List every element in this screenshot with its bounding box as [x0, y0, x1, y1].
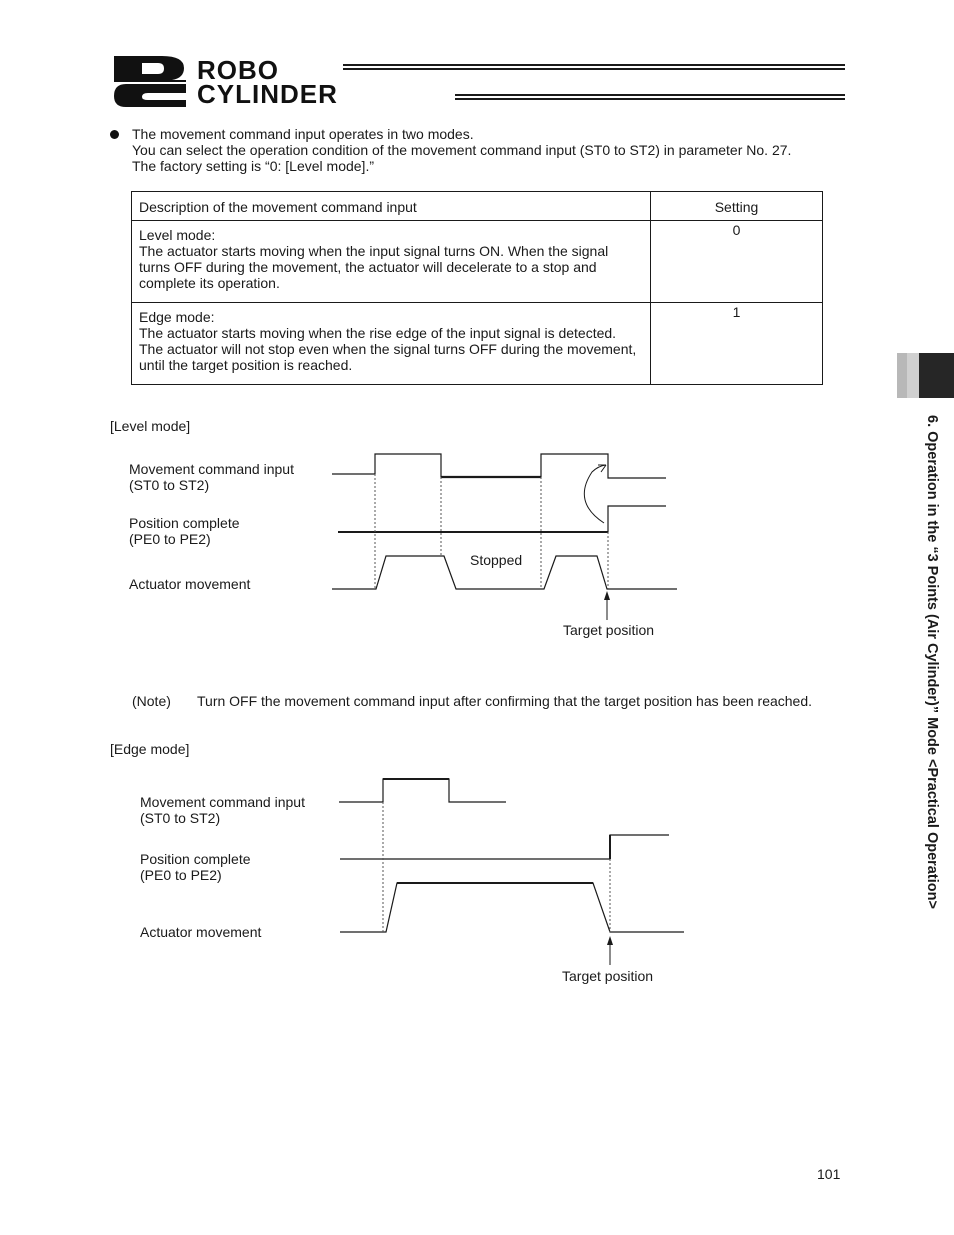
mode-description: The actuator starts moving when the rise edge of the input signal is detected. The actuator will not stop even when the signal turns OFF during the movement, until the target position is reached.	[139, 325, 637, 373]
level-stopped-label: Stopped	[470, 552, 523, 568]
edge-target-position-label: Target position	[562, 968, 654, 984]
edge-actuator-movement-trace	[340, 883, 684, 932]
table-cell-setting: 0	[651, 221, 823, 303]
level-position-complete-signal	[338, 506, 666, 532]
label-line: Movement command input	[140, 794, 305, 810]
table-cell-setting: 1	[651, 303, 823, 385]
edge-movement-command-label	[140, 794, 305, 826]
label-line: Position complete	[129, 515, 240, 531]
edge-position-complete-label	[140, 851, 251, 883]
label-line: (PE0 to PE2)	[129, 531, 211, 547]
level-curved-arrow	[584, 465, 606, 523]
note-label: (Note)	[132, 693, 171, 709]
table-header-setting: Setting	[651, 192, 823, 221]
edge-target-arrow-head	[607, 936, 613, 945]
logo-robo-text: ROBO	[197, 55, 279, 85]
level-movement-command-signal	[332, 454, 666, 478]
edge-mode-title: [Edge mode]	[110, 741, 190, 757]
intro-line-1: The movement command input operates in two modes.	[132, 126, 474, 142]
label-line: Position complete	[140, 851, 251, 867]
edge-movement-command-signal	[339, 779, 506, 802]
label-line: Movement command input	[129, 461, 294, 477]
logo-cylinder-text: CYLINDER	[197, 79, 338, 109]
level-mode-title: [Level mode]	[110, 418, 191, 434]
level-target-arrow-head	[604, 591, 610, 600]
page-number: 101	[817, 1166, 841, 1182]
mode-name: Level mode:	[139, 227, 216, 243]
label-line: (ST0 to ST2)	[140, 810, 221, 826]
edge-position-complete-signal	[340, 835, 669, 859]
level-actuator-movement-label: Actuator movement	[129, 576, 251, 592]
intro-line-3: The factory setting is “0: [Level mode].”	[132, 158, 374, 174]
note-text: Turn OFF the movement command input after confirming that the target position has been reached.	[197, 693, 813, 709]
edge-actuator-movement-label: Actuator movement	[140, 924, 262, 940]
chapter-side-title: 6. Operation in the “3 Points (Air Cylinder)” Mode <Practical Operation>	[924, 415, 940, 909]
chapter-tab-dark	[919, 353, 954, 398]
table-header-description: Description of the movement command input	[132, 192, 651, 221]
mode-description: The actuator starts moving when the input signal turns ON. When the signal turns OFF during the movement, the actuator will decelerate to a stop and complete its operation.	[139, 243, 609, 291]
level-actuator-movement-trace	[332, 556, 677, 589]
intro-line-2: You can select the operation condition of the movement command input (ST0 to ST2) in parameter No. 27.	[132, 142, 792, 158]
mode-name: Edge mode:	[139, 309, 215, 325]
label-line: (PE0 to PE2)	[140, 867, 222, 883]
level-target-position-label: Target position	[563, 622, 655, 638]
label-line: (ST0 to ST2)	[129, 477, 210, 493]
chapter-tab-grey	[897, 353, 919, 398]
